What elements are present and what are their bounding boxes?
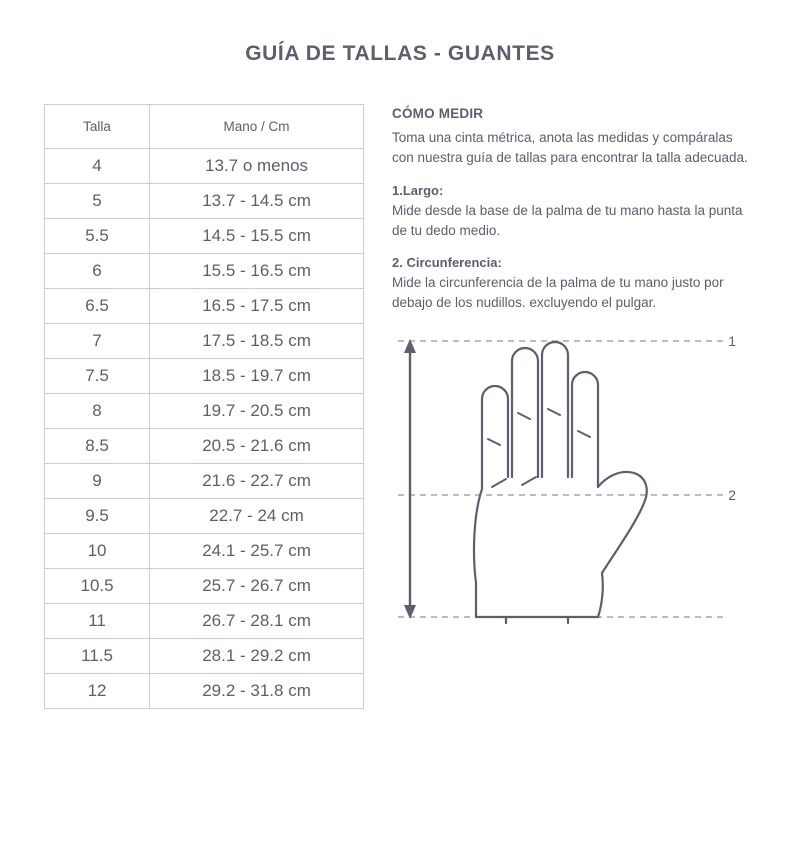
cell-size: 8.5 <box>45 429 150 464</box>
diagram-label-2: 2 <box>728 487 736 504</box>
cell-size: 9.5 <box>45 499 150 534</box>
instructions-column <box>364 104 756 709</box>
step-1-title: 1.Largo: <box>392 183 444 199</box>
cell-hand: 22.7 - 24 cm <box>150 499 364 534</box>
cell-size: 7.5 <box>45 359 150 394</box>
cell-size: 10 <box>45 534 150 569</box>
table-row <box>45 429 364 464</box>
cell-hand: 13.7 o menos <box>150 149 364 184</box>
cell-size: 7 <box>45 324 150 359</box>
step-2-title: 2. Circunferencia: <box>392 255 502 271</box>
cell-hand: 14.5 - 15.5 cm <box>150 219 364 254</box>
size-guide-page <box>0 42 800 842</box>
length-arrow <box>404 339 416 619</box>
table-row <box>45 219 364 254</box>
cell-size: 6 <box>45 254 150 289</box>
cell-hand: 24.1 - 25.7 cm <box>150 534 364 569</box>
cell-hand: 29.2 - 31.8 cm <box>150 674 364 709</box>
cell-hand: 13.7 - 14.5 cm <box>150 184 364 219</box>
step-2-text: Mide la circunferencia de la palma de tu mano justo por debajo de los nudillos. excluyendo el pulgar. <box>392 275 724 310</box>
table-row <box>45 289 364 324</box>
cell-size: 5 <box>45 184 150 219</box>
instructions-intro: Toma una cinta métrica, anota las medidas y compáralas con nuestra guía de tallas para encontrar la talla adecuada. <box>392 130 748 165</box>
cell-hand: 25.7 - 26.7 cm <box>150 569 364 604</box>
size-table-column <box>44 104 364 709</box>
table-row <box>45 184 364 219</box>
cell-size: 8 <box>45 394 150 429</box>
cell-hand: 16.5 - 17.5 cm <box>150 289 364 324</box>
cell-size: 4 <box>45 149 150 184</box>
table-row <box>45 674 364 709</box>
instructions-heading: CÓMO MEDIR <box>392 106 484 121</box>
size-table-body <box>45 149 364 709</box>
step-1-text: Mide desde la base de la palma de tu mano hasta la punta de tu dedo medio. <box>392 203 743 238</box>
page-title: GUÍA DE TALLAS - GUANTES <box>245 42 555 65</box>
cell-hand: 17.5 - 18.5 cm <box>150 324 364 359</box>
diagram-label-1: 1 <box>728 333 736 350</box>
cell-size: 11.5 <box>45 639 150 674</box>
cell-size: 9 <box>45 464 150 499</box>
cell-hand: 15.5 - 16.5 cm <box>150 254 364 289</box>
cell-size: 10.5 <box>45 569 150 604</box>
table-row <box>45 639 364 674</box>
table-row <box>45 604 364 639</box>
table-row <box>45 394 364 429</box>
cell-size: 6.5 <box>45 289 150 324</box>
cell-hand: 20.5 - 21.6 cm <box>150 429 364 464</box>
column-header-size: Talla <box>45 105 150 149</box>
table-row <box>45 499 364 534</box>
cell-hand: 21.6 - 22.7 cm <box>150 464 364 499</box>
hand-diagram-svg <box>388 327 748 657</box>
table-header-row <box>45 105 364 149</box>
table-row <box>45 149 364 184</box>
cell-size: 11 <box>45 604 150 639</box>
size-table-head <box>45 105 364 149</box>
column-header-hand: Mano / Cm <box>150 105 364 149</box>
table-row <box>45 569 364 604</box>
cell-size: 12 <box>45 674 150 709</box>
content-area <box>0 104 800 709</box>
cell-size: 5.5 <box>45 219 150 254</box>
cell-hand: 28.1 - 29.2 cm <box>150 639 364 674</box>
table-row <box>45 324 364 359</box>
table-row <box>45 359 364 394</box>
hand-measurement-diagram <box>388 327 756 662</box>
table-row <box>45 254 364 289</box>
table-row <box>45 534 364 569</box>
cell-hand: 19.7 - 20.5 cm <box>150 394 364 429</box>
cell-hand: 26.7 - 28.1 cm <box>150 604 364 639</box>
cell-hand: 18.5 - 19.7 cm <box>150 359 364 394</box>
table-row <box>45 464 364 499</box>
size-table <box>44 104 364 709</box>
